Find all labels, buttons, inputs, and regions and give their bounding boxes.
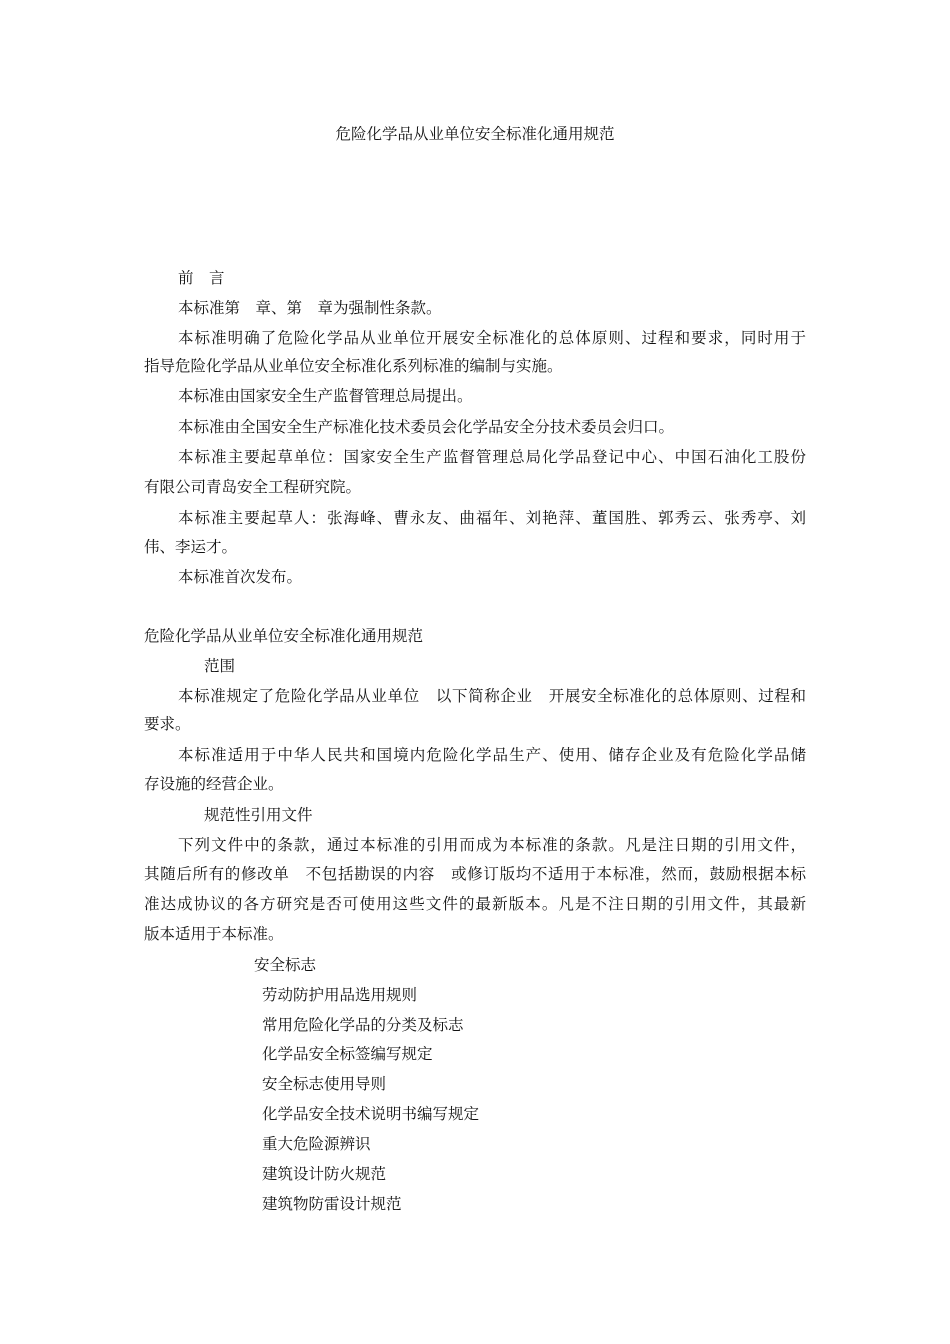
standard-item: 安全标志 (254, 956, 317, 974)
preface-line: 本标准主要起草人：张海峰、曹永友、曲福年、刘艳萍、董国胜、郭秀云、张秀亭、刘 (178, 509, 806, 527)
standard-item: 安全标志使用导则 (262, 1075, 387, 1093)
standard-item: 建筑物防雷设计规范 (262, 1195, 402, 1213)
standard-item: 化学品安全标签编写规定 (262, 1045, 433, 1063)
standard-item: 化学品安全技术说明书编写规定 (262, 1105, 480, 1123)
scope-line: 存设施的经营企业。 (144, 775, 284, 793)
preface-line: 本标准由国家安全生产监督管理总局提出。 (178, 387, 473, 405)
refs-line: 版本适用于本标准。 (144, 925, 284, 943)
standard-item: 劳动防护用品选用规则 (262, 986, 418, 1004)
preface-line: 本标准首次发布。 (178, 568, 303, 586)
document-title: 危险化学品从业单位安全标准化通用规范 (335, 125, 615, 143)
preface-line: 有限公司青岛安全工程研究院。 (144, 478, 362, 496)
preface-line: 本标准主要起草单位：国家安全生产监督管理总局化学品登记中心、中国石油化工股份 (178, 448, 806, 466)
preface-heading: 前 言 (178, 269, 225, 287)
preface-line: 指导危险化学品从业单位安全标准化系列标准的编制与实施。 (144, 357, 563, 375)
scope-line: 要求。 (144, 715, 191, 733)
scope-line: 本标准适用于中华人民共和国境内危险化学品生产、使用、储存企业及有危险化学品储 (178, 746, 806, 764)
standard-item: 重大危险源辨识 (262, 1135, 371, 1153)
standard-item: 常用危险化学品的分类及标志 (262, 1016, 464, 1034)
refs-title: 规范性引用文件 (204, 806, 313, 824)
refs-line: 下列文件中的条款，通过本标准的引用而成为本标准的条款。凡是注日期的引用文件， (178, 836, 806, 854)
refs-line: 准达成协议的各方研究是否可使用这些文件的最新版本。凡是不注日期的引用文件，其最新 (144, 895, 806, 913)
preface-line: 本标准明确了危险化学品从业单位开展安全标准化的总体原则、过程和要求，同时用于 (178, 329, 806, 347)
standard-item: 建筑设计防火规范 (262, 1165, 387, 1183)
preface-line: 伟、李运才。 (144, 538, 238, 556)
scope-title: 范围 (204, 657, 236, 675)
section-heading: 危险化学品从业单位安全标准化通用规范 (144, 627, 424, 645)
refs-line: 其随后所有的修改单 不包括勘误的内容 或修订版均不适用于本标准，然而，鼓励根据本标 (144, 865, 806, 883)
preface-line: 本标准第 章、第 章为强制性条款。 (178, 299, 442, 317)
scope-line: 本标准规定了危险化学品从业单位 以下简称企业 开展安全标准化的总体原则、过程和 (178, 687, 806, 705)
preface-line: 本标准由全国安全生产标准化技术委员会化学品安全分技术委员会归口。 (178, 418, 675, 436)
